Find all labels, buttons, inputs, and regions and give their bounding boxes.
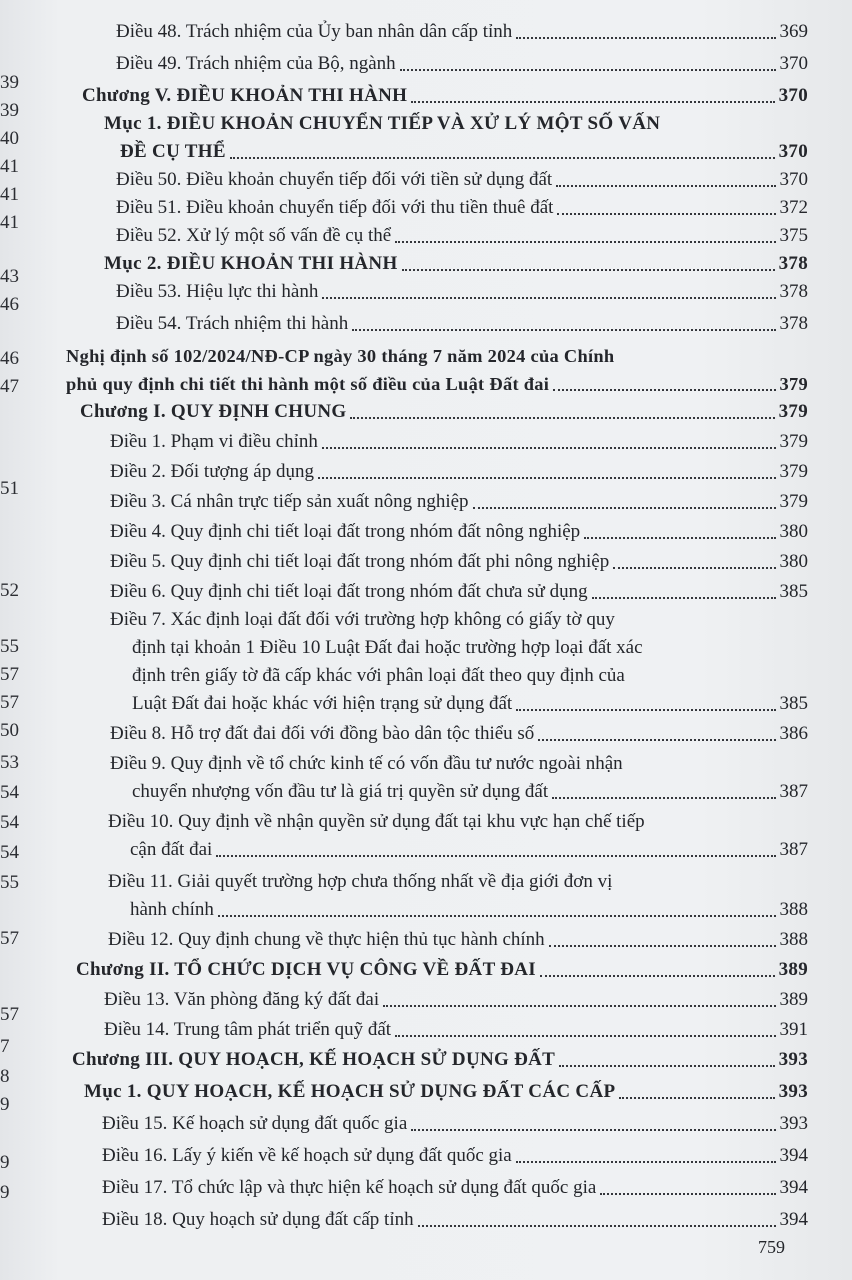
toc-entry[interactable]: Điều 52. Xử lý một số vấn đề cụ thể 375 [116, 225, 808, 246]
toc-entry[interactable]: Điều 7. Xác định loại đất đối với trường hợp không có giấy tờ quy [110, 609, 615, 630]
toc-section[interactable]: Mục 1. ĐIỀU KHOẢN CHUYỂN TIẾP VÀ XỬ LÝ MỘT SỐ VẤN [104, 113, 661, 134]
margin-number: 41 [0, 212, 19, 233]
leader-dots [552, 796, 775, 799]
toc-entry[interactable]: Điều 50. Điều khoản chuyển tiếp đối với tiền sử dụng đất 370 [116, 169, 808, 190]
toc-decree-title[interactable]: Nghị định số 102/2024/NĐ-CP ngày 30 tháng 7 năm 2024 của Chính [66, 346, 615, 366]
margin-number: 57 [0, 692, 19, 713]
leader-dots [584, 536, 775, 539]
toc-entry[interactable]: Điều 10. Quy định về nhận quyền sử dụng đất tại khu vực hạn chế tiếp [108, 811, 645, 832]
margin-number: 39 [0, 100, 19, 121]
leader-dots [538, 738, 775, 741]
margin-number: 9 [0, 1152, 10, 1173]
toc-entry-line: định trên giấy tờ đã cấp khác với phân loại đất theo quy định của [132, 665, 625, 686]
toc-entry-cont[interactable]: Luật Đất đai hoặc khác với hiện trạng sử dụng đất 385 [132, 693, 808, 714]
leader-dots [516, 708, 775, 711]
toc-entry[interactable]: Điều 11. Giải quyết trường hợp chưa thống nhất về địa giới đơn vị [108, 871, 613, 892]
toc-section[interactable]: Mục 2. ĐIỀU KHOẢN THI HÀNH 378 [104, 253, 808, 274]
margin-number: 47 [0, 376, 19, 397]
leader-dots [395, 1034, 775, 1037]
margin-number: 54 [0, 812, 19, 833]
toc-entry[interactable]: Điều 8. Hỗ trợ đất đai đối với đồng bào dân tộc thiểu số 386 [110, 723, 808, 744]
margin-number: 7 [0, 1036, 10, 1057]
toc-entry[interactable]: Điều 49. Trách nhiệm của Bộ, ngành 370 [116, 53, 808, 74]
margin-number: 55 [0, 872, 19, 893]
toc-chapter[interactable]: Chương I. QUY ĐỊNH CHUNG 379 [80, 401, 808, 422]
leader-dots [516, 1160, 776, 1163]
toc-entry-cont[interactable]: chuyển nhượng vốn đầu tư là giá trị quyền sử dụng đất 387 [132, 781, 808, 802]
toc-entry[interactable]: Điều 15. Kế hoạch sử dụng đất quốc gia 393 [102, 1113, 808, 1134]
leader-dots [411, 1128, 775, 1131]
margin-number: 52 [0, 580, 19, 601]
toc-entry[interactable]: Điều 5. Quy định chi tiết loại đất trong nhóm đất phi nông nghiệp 380 [110, 551, 808, 572]
leader-dots [402, 268, 775, 271]
margin-number: 51 [0, 478, 19, 499]
toc-entry[interactable]: Điều 16. Lấy ý kiến về kế hoạch sử dụng đất quốc gia 394 [102, 1145, 808, 1166]
leader-dots [592, 596, 776, 599]
leader-dots [540, 974, 775, 977]
toc-entry[interactable]: Điều 1. Phạm vi điều chỉnh 379 [110, 431, 808, 452]
leader-dots [350, 416, 774, 419]
toc-entry[interactable]: Điều 48. Trách nhiệm của Ủy ban nhân dân cấp tỉnh 369 [116, 21, 808, 42]
toc-chapter[interactable]: Chương V. ĐIỀU KHOẢN THI HÀNH 370 [82, 85, 808, 106]
leader-dots [516, 36, 775, 39]
toc-decree-cont[interactable]: phủ quy định chi tiết thi hành một số điều của Luật Đất đai 379 [66, 374, 808, 394]
leader-dots [230, 156, 775, 159]
margin-number: 46 [0, 348, 19, 369]
toc-entry-cont[interactable]: hành chính 388 [130, 899, 808, 920]
leader-dots [383, 1004, 775, 1007]
leader-dots [557, 212, 775, 215]
margin-number: 39 [0, 72, 19, 93]
margin-number: 57 [0, 664, 19, 685]
toc-entry[interactable]: Điều 53. Hiệu lực thi hành 378 [116, 281, 808, 302]
margin-number: 54 [0, 842, 19, 863]
toc-entry[interactable]: Điều 14. Trung tâm phát triển quỹ đất 391 [104, 1019, 808, 1040]
toc-chapter[interactable]: Chương II. TỔ CHỨC DỊCH VỤ CÔNG VỀ ĐẤT ĐAI 389 [76, 959, 808, 980]
margin-number: 41 [0, 156, 19, 177]
toc-entry[interactable]: Điều 18. Quy hoạch sử dụng đất cấp tỉnh 394 [102, 1209, 808, 1230]
toc-chapter[interactable]: Chương III. QUY HOẠCH, KẾ HOẠCH SỬ DỤNG ĐẤT 393 [72, 1049, 808, 1070]
toc-section-cont[interactable]: ĐỀ CỤ THỂ 370 [120, 141, 808, 162]
page-number: 759 [758, 1237, 785, 1257]
margin-number: 54 [0, 782, 19, 803]
margin-number: 9 [0, 1094, 10, 1115]
margin-number: 55 [0, 636, 19, 657]
toc-entry[interactable]: Điều 4. Quy định chi tiết loại đất trong nhóm đất nông nghiệp 380 [110, 521, 808, 542]
toc-entry-line: định tại khoản 1 Điều 10 Luật Đất đai hoặc trường hợp loại đất xác [132, 637, 643, 658]
leader-dots [318, 476, 776, 479]
toc-entry[interactable]: Điều 9. Quy định về tổ chức kinh tế có vốn đầu tư nước ngoài nhận [110, 753, 623, 774]
margin-number: 9 [0, 1182, 10, 1203]
toc-entry[interactable]: Điều 3. Cá nhân trực tiếp sản xuất nông nghiệp 379 [110, 491, 808, 512]
leader-dots [411, 100, 774, 103]
leader-dots [322, 446, 776, 449]
toc-entry[interactable]: Điều 6. Quy định chi tiết loại đất trong nhóm đất chưa sử dụng 385 [110, 581, 808, 602]
leader-dots [322, 296, 775, 299]
toc-entry-cont[interactable]: cận đất đai 387 [130, 839, 808, 860]
margin-number: 43 [0, 266, 19, 287]
leader-dots [549, 944, 776, 947]
leader-dots [619, 1096, 774, 1099]
toc-section[interactable]: Mục 1. QUY HOẠCH, KẾ HOẠCH SỬ DỤNG ĐẤT CÁC CẤP 393 [84, 1081, 808, 1102]
leader-dots [613, 566, 775, 569]
leader-dots [352, 328, 775, 331]
toc-entry[interactable]: Điều 54. Trách nhiệm thi hành 378 [116, 313, 808, 334]
leader-dots [218, 914, 776, 917]
leader-dots [400, 68, 776, 71]
margin-number: 41 [0, 184, 19, 205]
leader-dots [600, 1192, 775, 1195]
toc-entry[interactable]: Điều 13. Văn phòng đăng ký đất đai 389 [104, 989, 808, 1010]
toc-entry[interactable]: Điều 51. Điều khoản chuyển tiếp đối với thu tiền thuê đất 372 [116, 197, 808, 218]
margin-number: 50 [0, 720, 19, 741]
leader-dots [216, 854, 775, 857]
leader-dots [473, 506, 776, 509]
margin-number: 53 [0, 752, 19, 773]
margin-number: 57 [0, 928, 19, 949]
leader-dots [559, 1064, 774, 1067]
leader-dots [418, 1224, 776, 1227]
toc-entry[interactable]: Điều 2. Đối tượng áp dụng 379 [110, 461, 808, 482]
leader-dots [553, 388, 775, 391]
toc-entry[interactable]: Điều 17. Tổ chức lập và thực hiện kế hoạch sử dụng đất quốc gia 394 [102, 1177, 808, 1198]
leader-dots [395, 240, 775, 243]
leader-dots [556, 184, 775, 187]
toc-entry[interactable]: Điều 12. Quy định chung về thực hiện thủ tục hành chính 388 [108, 929, 808, 950]
margin-number: 8 [0, 1066, 10, 1087]
margin-number: 46 [0, 294, 19, 315]
margin-number: 57 [0, 1004, 19, 1025]
margin-number: 40 [0, 128, 19, 149]
